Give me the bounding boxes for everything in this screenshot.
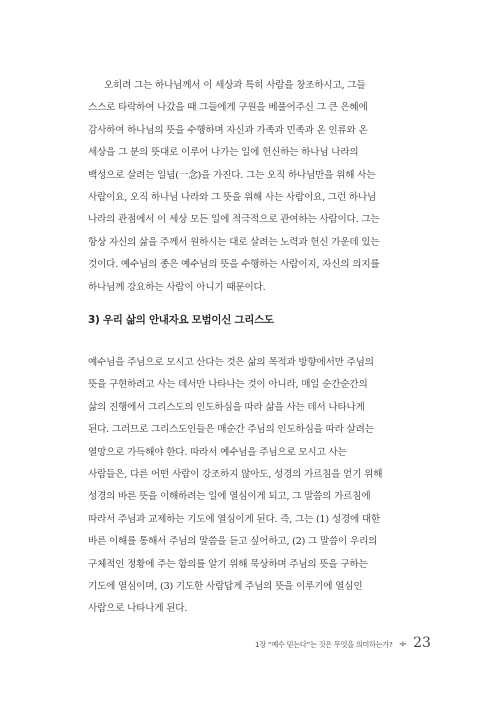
text-line: 하나님께 강요하는 사람이 아니기 때문이다.	[88, 281, 266, 293]
text-line: 오히려 그는 하나님께서 이 세상과 특히 사람을 창조하시고, 그들	[104, 80, 366, 91]
text-line: 성경의 바른 뜻을 이해하려는 일에 열심이게 되고, 그 말씀의 가르침에	[88, 491, 371, 503]
text-line: 백성으로 살려는 일념(一念)을 가진다. 그는 오직 하나님만을 위해 사는	[88, 169, 376, 181]
text-line: 삶의 진행에서 그리스도의 인도하심을 따라 삶을 사는 데서 나타나게	[88, 401, 365, 413]
text-line: 바른 이해를 통해서 주님의 말씀을 듣고 싶어하고, (2) 그 말씀이 우리의	[88, 536, 378, 548]
body-paragraph-1	[88, 75, 412, 299]
footer-separator: ÷	[398, 639, 407, 650]
text-line: 세상을 그 분의 뜻대로 이루어 나가는 일에 헌신하는 하나님 나라의	[88, 147, 359, 159]
body-paragraph-2	[88, 352, 412, 621]
text-line: 사람으로 나타나게 된다.	[88, 603, 188, 615]
text-line: 열망으로 가득해야 한다. 따라서 예수님을 주님으로 모시고 사는	[88, 446, 347, 458]
text-line: 따라서 주님과 교제하는 기도에 열심이게 된다. 즉, 그는 (1) 성경에 대한	[88, 513, 381, 525]
section-heading: 3) 우리 삶의 안내자요 모범이신 그리스도	[88, 314, 274, 326]
text-line: 된다. 그러므로 그리스도인들은 매순간 주님의 인도하심을 따라 살려는	[88, 424, 374, 436]
text-line: 사람들은, 다른 어떤 사람이 강조하지 않아도, 성경의 가르침을 얻기 위해	[88, 469, 383, 481]
running-chapter-title: 1장 “예수 믿는다”는 것은 무엇을 의미하는가?	[255, 640, 393, 649]
page-footer	[255, 632, 431, 651]
text-line: 사람이요, 오직 하나님 나라와 그 뜻을 위해 사는 사람이요, 그런 하나님	[88, 192, 377, 204]
text-line: 스스로 타락하여 나갔을 때 그들에게 구원을 베풀어주신 그 큰 은혜에	[88, 102, 368, 114]
text-line: 구체적인 정황에 주는 함의를 알기 위해 묵상하며 주님의 뜻을 구하는	[88, 558, 368, 570]
text-line: 뜻을 구현하려고 사는 데서만 나타나는 것이 아니라, 매일 순간순간의	[88, 379, 368, 391]
text-line: 나라의 관점에서 이 세상 모든 일에 적극적으로 관여하는 사람이다. 그는	[88, 214, 380, 226]
text-line: 예수님을 주님으로 모시고 산다는 것은 삶의 목적과 방향에서만 주님의	[88, 357, 374, 368]
text-line: 감사하여 하나님의 뜻을 수행하며 자신과 가족과 민족과 온 인류와 온	[88, 124, 368, 136]
text-line: 것이다. 예수님의 종은 예수님의 뜻을 수행하는 사람이지, 자신의 의지를	[88, 259, 380, 271]
page-number: 23	[413, 635, 431, 651]
text-line: 기도에 열심이며, (3) 기도한 사람답게 주님의 뜻을 이루기에 열심인	[88, 581, 363, 593]
text-line: 항상 자신의 삶을 주께서 원하시는 대로 살려는 노력과 헌신 가운데 있는	[88, 236, 380, 248]
